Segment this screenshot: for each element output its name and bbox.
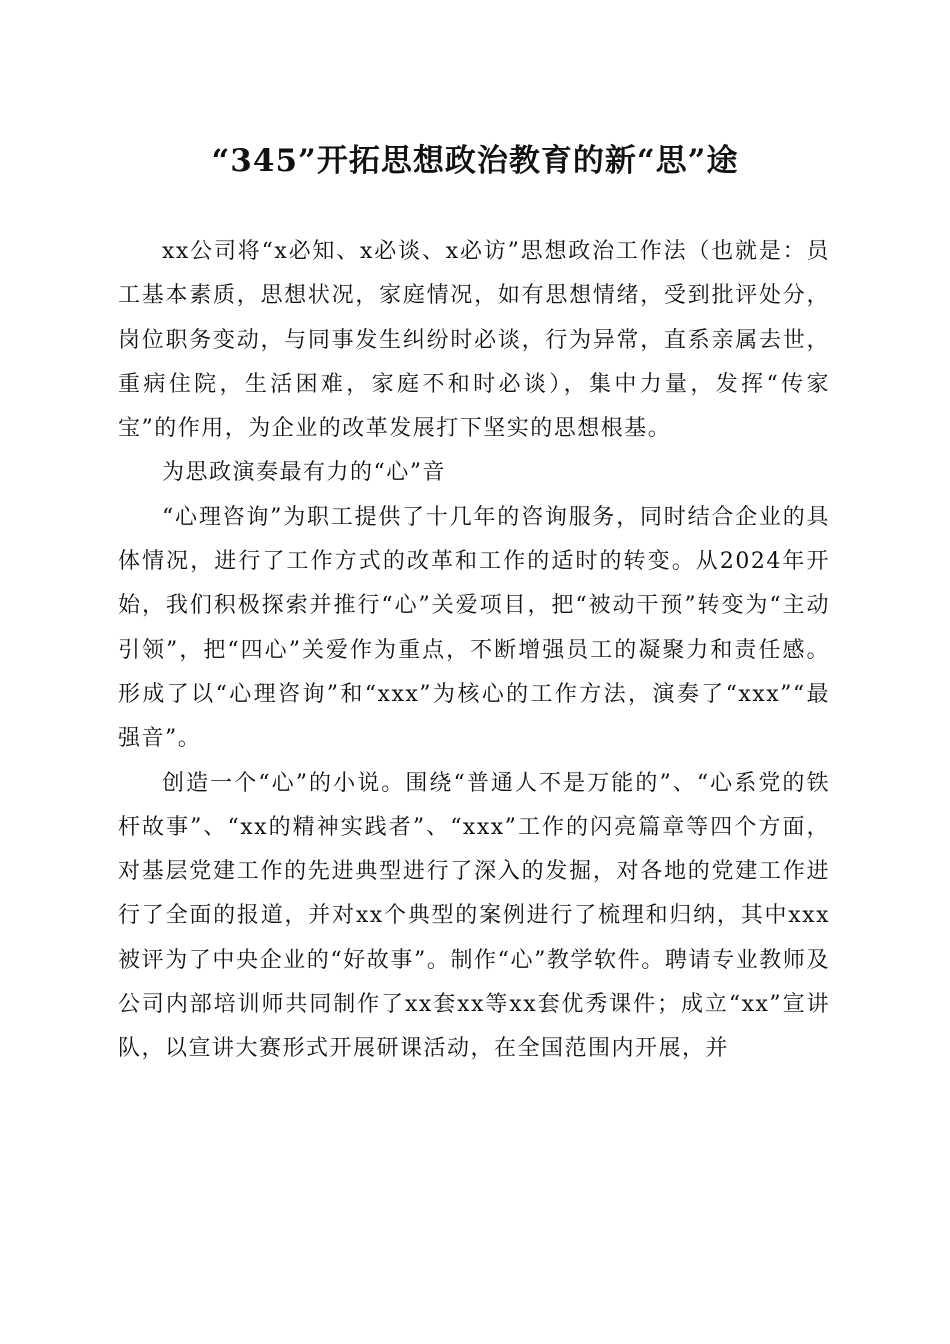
paragraph-counseling: “心理咨询”为职工提供了十几年的咨询服务，同时结合企业的具体情况，进行了工作方式的改革和工作的适时的转变。从2024年开始，我们积极探索并推行“心”关爱项目，把“被动干预”转变为“主动引领”，把“四心”关爱作为重点，不断增强员工的凝聚力和责任感。形成了以“心理咨询”和“xxx”为核心的工作方法，演奏了“xxx”“最强音”。 [118, 504, 830, 752]
document-title: “345”开拓思想政治教育的新“思”途 [211, 143, 739, 179]
paragraph-intro: xx公司将“x必知、x必谈、x必访”思想政治工作法（也就是：员工基本素质，思想状况，家庭情况，如有思想情绪，受到批评处分，岗位职务变动，与同事发生纠纷时必谈，行为异常，直系亲属去世，重病住院，生活困难，家庭不和时必谈），集中力量，发挥“传家宝”的作用，为企业的改革发展打下坚实的思想根基。 [118, 239, 830, 442]
document-body [118, 230, 830, 1072]
paragraph-stories: 创造一个“心”的小说。围绕“普通人不是万能的”、“心系党的铁杆故事”、“xx的精神实践者”、“xxx”工作的闪亮篇章等四个方面，对基层党建工作的先进典型进行了深入的发掘，对各地的党建工作进行了全面的报道，并对xx个典型的案例进行了梳理和归纳，其中xxx被评为了中央企业的“好故事”。制作“心”教学软件。聘请专业教师及公司内部培训师共同制作了xx套xx等xx套优秀课件；成立“xx”宣讲队，以宣讲大赛形式开展研课活动，在全国范围内开展，并 [118, 770, 830, 1062]
section-heading: 为思政演奏最有力的“心”音 [162, 460, 446, 486]
